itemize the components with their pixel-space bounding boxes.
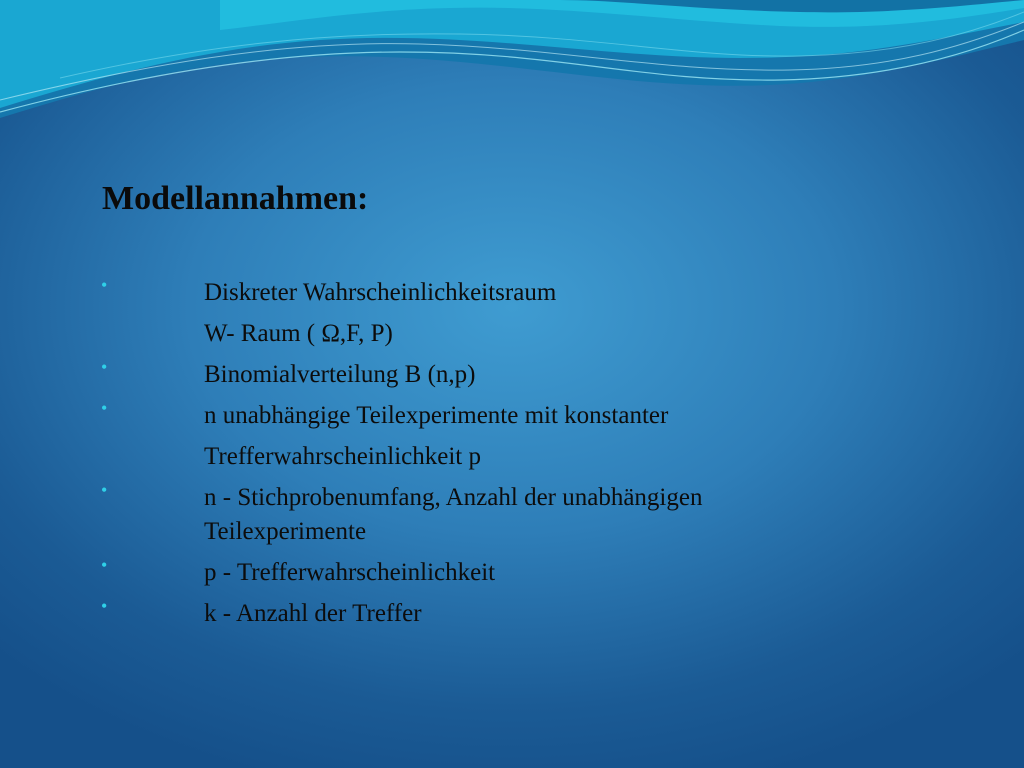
bullet-icon: • [101, 275, 108, 295]
list-item-text: n - Stichprobenumfang, Anzahl der unabhängigen Teilexperimente [204, 484, 703, 545]
list-item-text: k - Anzahl der Treffer [204, 600, 422, 627]
list-item-text: Diskreter Wahrscheinlichkeitsraum [204, 279, 557, 306]
bullet-icon: • [101, 480, 108, 500]
slide-title: Modellannahmen: [102, 180, 369, 217]
list-item [0, 313, 1024, 354]
list-item-text: Trefferwahrscheinlichkeit p [204, 443, 482, 470]
list-item-text: p - Trefferwahrscheinlichkeit [204, 559, 496, 586]
list-item-text: W- Raum ( Ω,F, P) [204, 320, 393, 347]
list-item [0, 552, 1024, 593]
bullet-icon: • [101, 555, 108, 575]
list-item [0, 477, 1024, 552]
list-item [0, 395, 1024, 436]
decorative-wave-header [0, 0, 1024, 130]
bullet-list [0, 272, 1024, 634]
list-item [0, 354, 1024, 395]
list-item [0, 593, 1024, 634]
bullet-icon: • [101, 398, 108, 418]
list-item-text: Binomialverteilung B (n,p) [204, 361, 476, 388]
bullet-icon: • [101, 357, 108, 377]
list-item-text: n unabhängige Teilexperimente mit konstanter [204, 402, 669, 429]
list-item [0, 272, 1024, 313]
list-item [0, 436, 1024, 477]
bullet-icon: • [101, 596, 108, 616]
